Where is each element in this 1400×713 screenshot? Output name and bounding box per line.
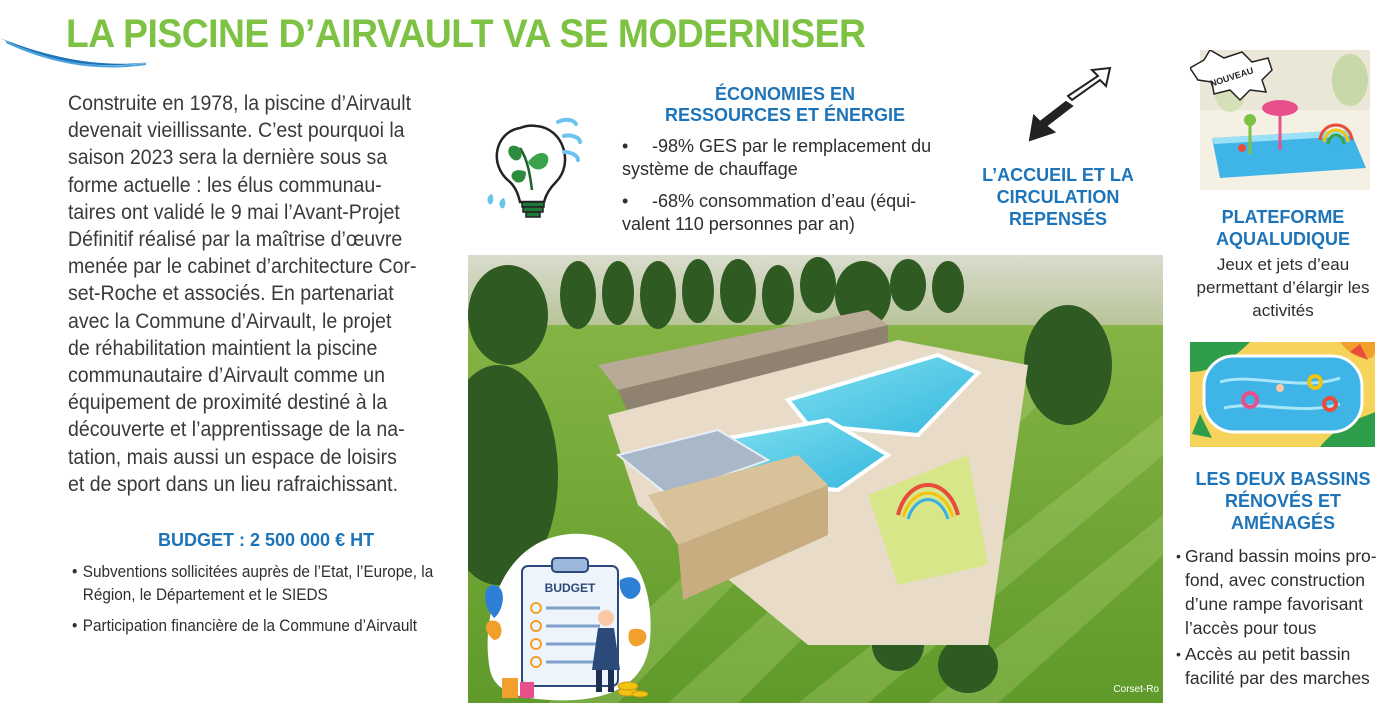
accueil-title-line: CIRCULATION — [996, 187, 1120, 207]
economies-title-line: RESSOURCES ET ÉNERGIE — [664, 105, 906, 125]
accueil-title — [978, 164, 1138, 230]
intro-line: et de sport dans un lieu rafraichissant. — [68, 472, 399, 496]
intro-paragraph — [68, 90, 421, 498]
plateforme-text-line: Jeux et jets d’eau — [1216, 255, 1350, 274]
nouveau-badge: NOUVEAU — [1208, 65, 1255, 89]
economies-title-line: ÉCONOMIES EN — [714, 84, 856, 104]
budget-item: • Participation financière de la Commune d’Airvault — [72, 614, 441, 637]
economies-item-line: -98% GES par le remplacement du — [652, 136, 932, 156]
economies-title — [620, 84, 950, 126]
bassins-list — [1176, 544, 1392, 692]
intro-line: Construite en 1978, la piscine d’Airvault — [68, 92, 412, 115]
economies-item-line: valent 110 personnes par an) — [622, 214, 855, 234]
plateforme-title-line: PLATEFORME — [1221, 207, 1345, 227]
lightbulb-leaf-icon — [480, 110, 590, 220]
photo-credit: Corset-Ro — [1113, 684, 1159, 695]
intro-line: devenait vieillissante. C’est pourquoi la — [68, 119, 405, 143]
accueil-title-line: REPENSÉS — [1008, 209, 1108, 229]
intro-line: menée par le cabinet d’architecture Cor- — [68, 255, 417, 279]
accueil-title-line: L’ACCUEIL ET LA — [982, 165, 1134, 185]
plateforme-text-line: activités — [1252, 301, 1314, 320]
economies-item: • -68% consommation d’eau (équi- valent 110 personnes par an) — [622, 190, 962, 236]
budget-title: BUDGET : 2 500 000 € HT — [158, 530, 375, 550]
plateforme-title — [1180, 206, 1386, 250]
economies-item: • -98% GES par le remplacement du système de chauffage — [622, 135, 962, 181]
intro-line: tation, mais aussi un espace de loisirs — [68, 445, 397, 469]
intro-line: de réhabilitation maintient la piscine — [68, 336, 378, 360]
economies-list — [622, 135, 962, 245]
economies-item-line: système de chauffage — [622, 159, 798, 179]
intro-line: communautaire d’Airvault comme un — [68, 364, 385, 388]
budget-list — [72, 560, 441, 645]
plateforme-text-line: permettant d’élargir les — [1196, 278, 1370, 297]
bassins-title-line: RÉNOVÉS ET — [1224, 491, 1342, 511]
bassins-item: • Grand bassin moins pro- fond, avec construction d’une rampe favorisant l’accès pour tous — [1176, 544, 1392, 640]
swimming-pool-illustration — [1190, 342, 1375, 447]
two-way-arrow-icon — [1028, 66, 1112, 144]
budget-item: • Subventions sollicitées auprès de l’Etat, l’Europe, la Région, le Département et le SIEDS — [72, 560, 441, 606]
economies-item-line: -68% consommation d’eau (équi- — [652, 191, 917, 211]
plateforme-title-line: AQUALUDIQUE — [1216, 229, 1350, 249]
bassins-title — [1180, 468, 1386, 534]
intro-line: Définitif réalisé par la maîtrise d’œuvre — [68, 228, 403, 252]
intro-line: set-Roche et associés. En partenariat — [68, 282, 394, 306]
page-title: LA PISCINE D’AIRVAULT VA SE MODERNISER — [66, 12, 866, 56]
splash-pad-illustration — [1190, 50, 1370, 190]
bassins-item: • Accès au petit bassin facilité par des marches — [1176, 642, 1392, 690]
bassins-title-line: LES DEUX BASSINS — [1195, 469, 1371, 489]
intro-line: forme actuelle : les élus communau- — [68, 173, 382, 197]
budget-clipboard-illustration — [480, 520, 655, 703]
bassins-title-line: AMÉNAGÉS — [1230, 513, 1335, 533]
plateforme-text — [1180, 253, 1386, 322]
intro-line: équipement de proximité destiné à la — [68, 391, 388, 415]
intro-line: taires ont validé le 9 mai l’Avant-Projet — [68, 200, 400, 224]
intro-line: saison 2023 sera la dernière sous sa — [68, 146, 388, 170]
budget-clipboard-label: BUDGET — [544, 581, 596, 595]
intro-line: découverte et l’apprentissage de la na- — [68, 418, 405, 442]
intro-line: avec la Commune d’Airvault, le projet — [68, 309, 392, 333]
